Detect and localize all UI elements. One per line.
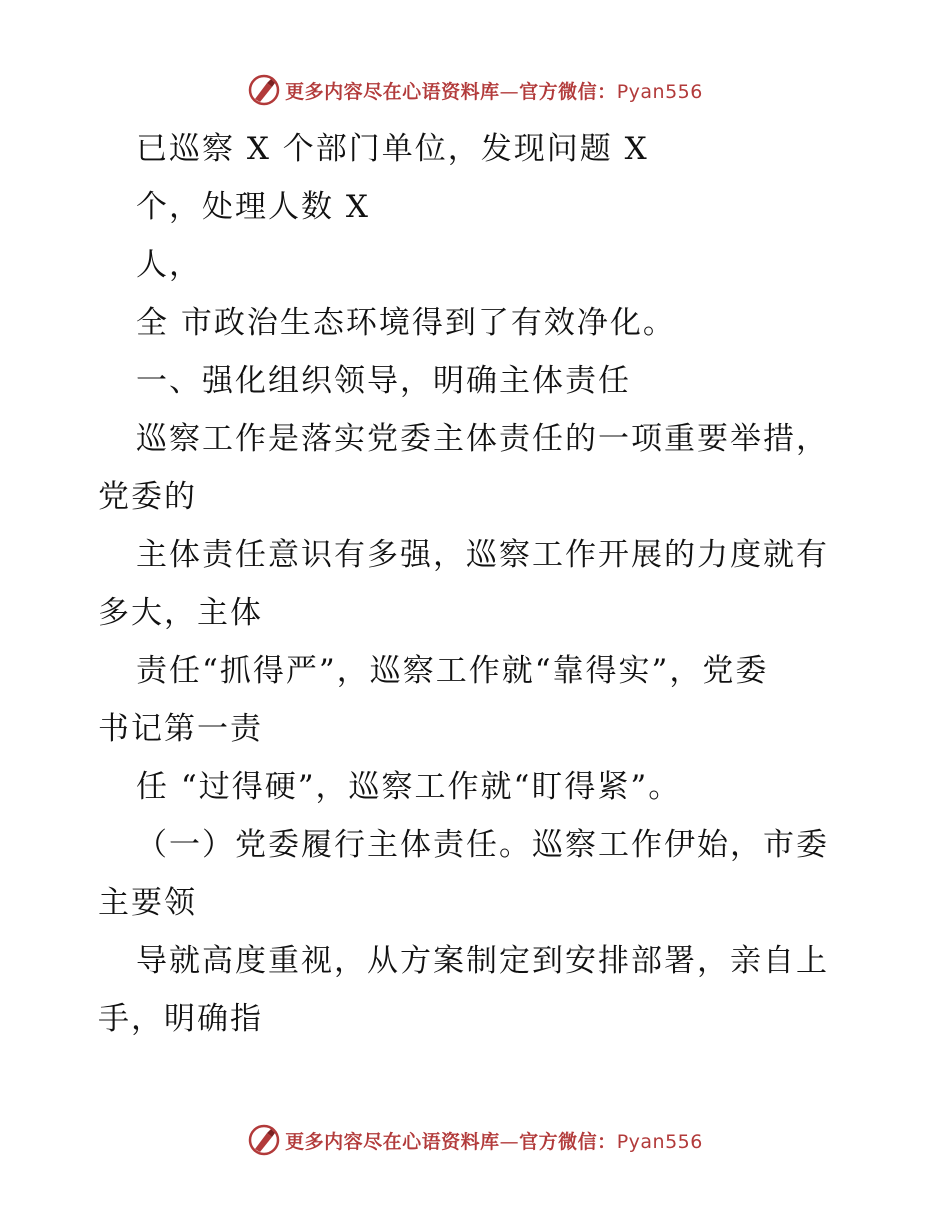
- text-line: （一）党委履行主体责任。巡察工作伊始，市委: [136, 827, 829, 863]
- text-line: 全 市政治生态环境得到了有效净化。: [136, 305, 676, 341]
- watermark-text: [285, 77, 703, 104]
- text-line: 手，明确指: [98, 1001, 263, 1037]
- text-line: 已巡察 X 个部门单位，发现问题 X: [136, 131, 649, 167]
- watermark-official: 官方微信：: [519, 1130, 617, 1153]
- text-line: 主要领: [98, 885, 197, 921]
- watermark-main: 更多内容尽在心语资料库: [285, 1130, 500, 1153]
- watermark-id: Pyan556: [616, 1130, 703, 1153]
- document-body: [98, 120, 858, 1048]
- pen-logo-icon: [247, 73, 281, 107]
- watermark-separator: —: [499, 80, 520, 103]
- pen-logo-icon: [247, 1123, 281, 1157]
- text-line: 书记第一责: [98, 711, 263, 747]
- watermark-banner-top: [0, 70, 950, 110]
- watermark-text: [285, 1127, 703, 1154]
- text-line: 多大，主体: [98, 595, 263, 631]
- watermark-separator: —: [499, 1130, 520, 1153]
- section-heading: 一、强化组织领导，明确主体责任: [136, 363, 631, 399]
- watermark-id: Pyan556: [616, 80, 703, 103]
- text-line: 责任“抓得严”，巡察工作就“靠得实”，党委: [136, 653, 769, 689]
- text-line: 任 “过得硬”，巡察工作就“盯得紧”。: [136, 769, 682, 805]
- text-line: 人，: [136, 247, 202, 283]
- text-line: 党委的: [98, 479, 197, 515]
- watermark-banner-bottom: [0, 1120, 950, 1160]
- text-line: 导就高度重视，从方案制定到安排部署，亲自上: [136, 943, 829, 979]
- watermark-main: 更多内容尽在心语资料库: [285, 80, 500, 103]
- text-line: 巡察工作是落实党委主体责任的一项重要举措，: [136, 421, 829, 457]
- text-line: 个，处理人数 X: [136, 189, 370, 225]
- watermark-official: 官方微信：: [519, 80, 617, 103]
- text-line: 主体责任意识有多强，巡察工作开展的力度就有: [136, 537, 829, 573]
